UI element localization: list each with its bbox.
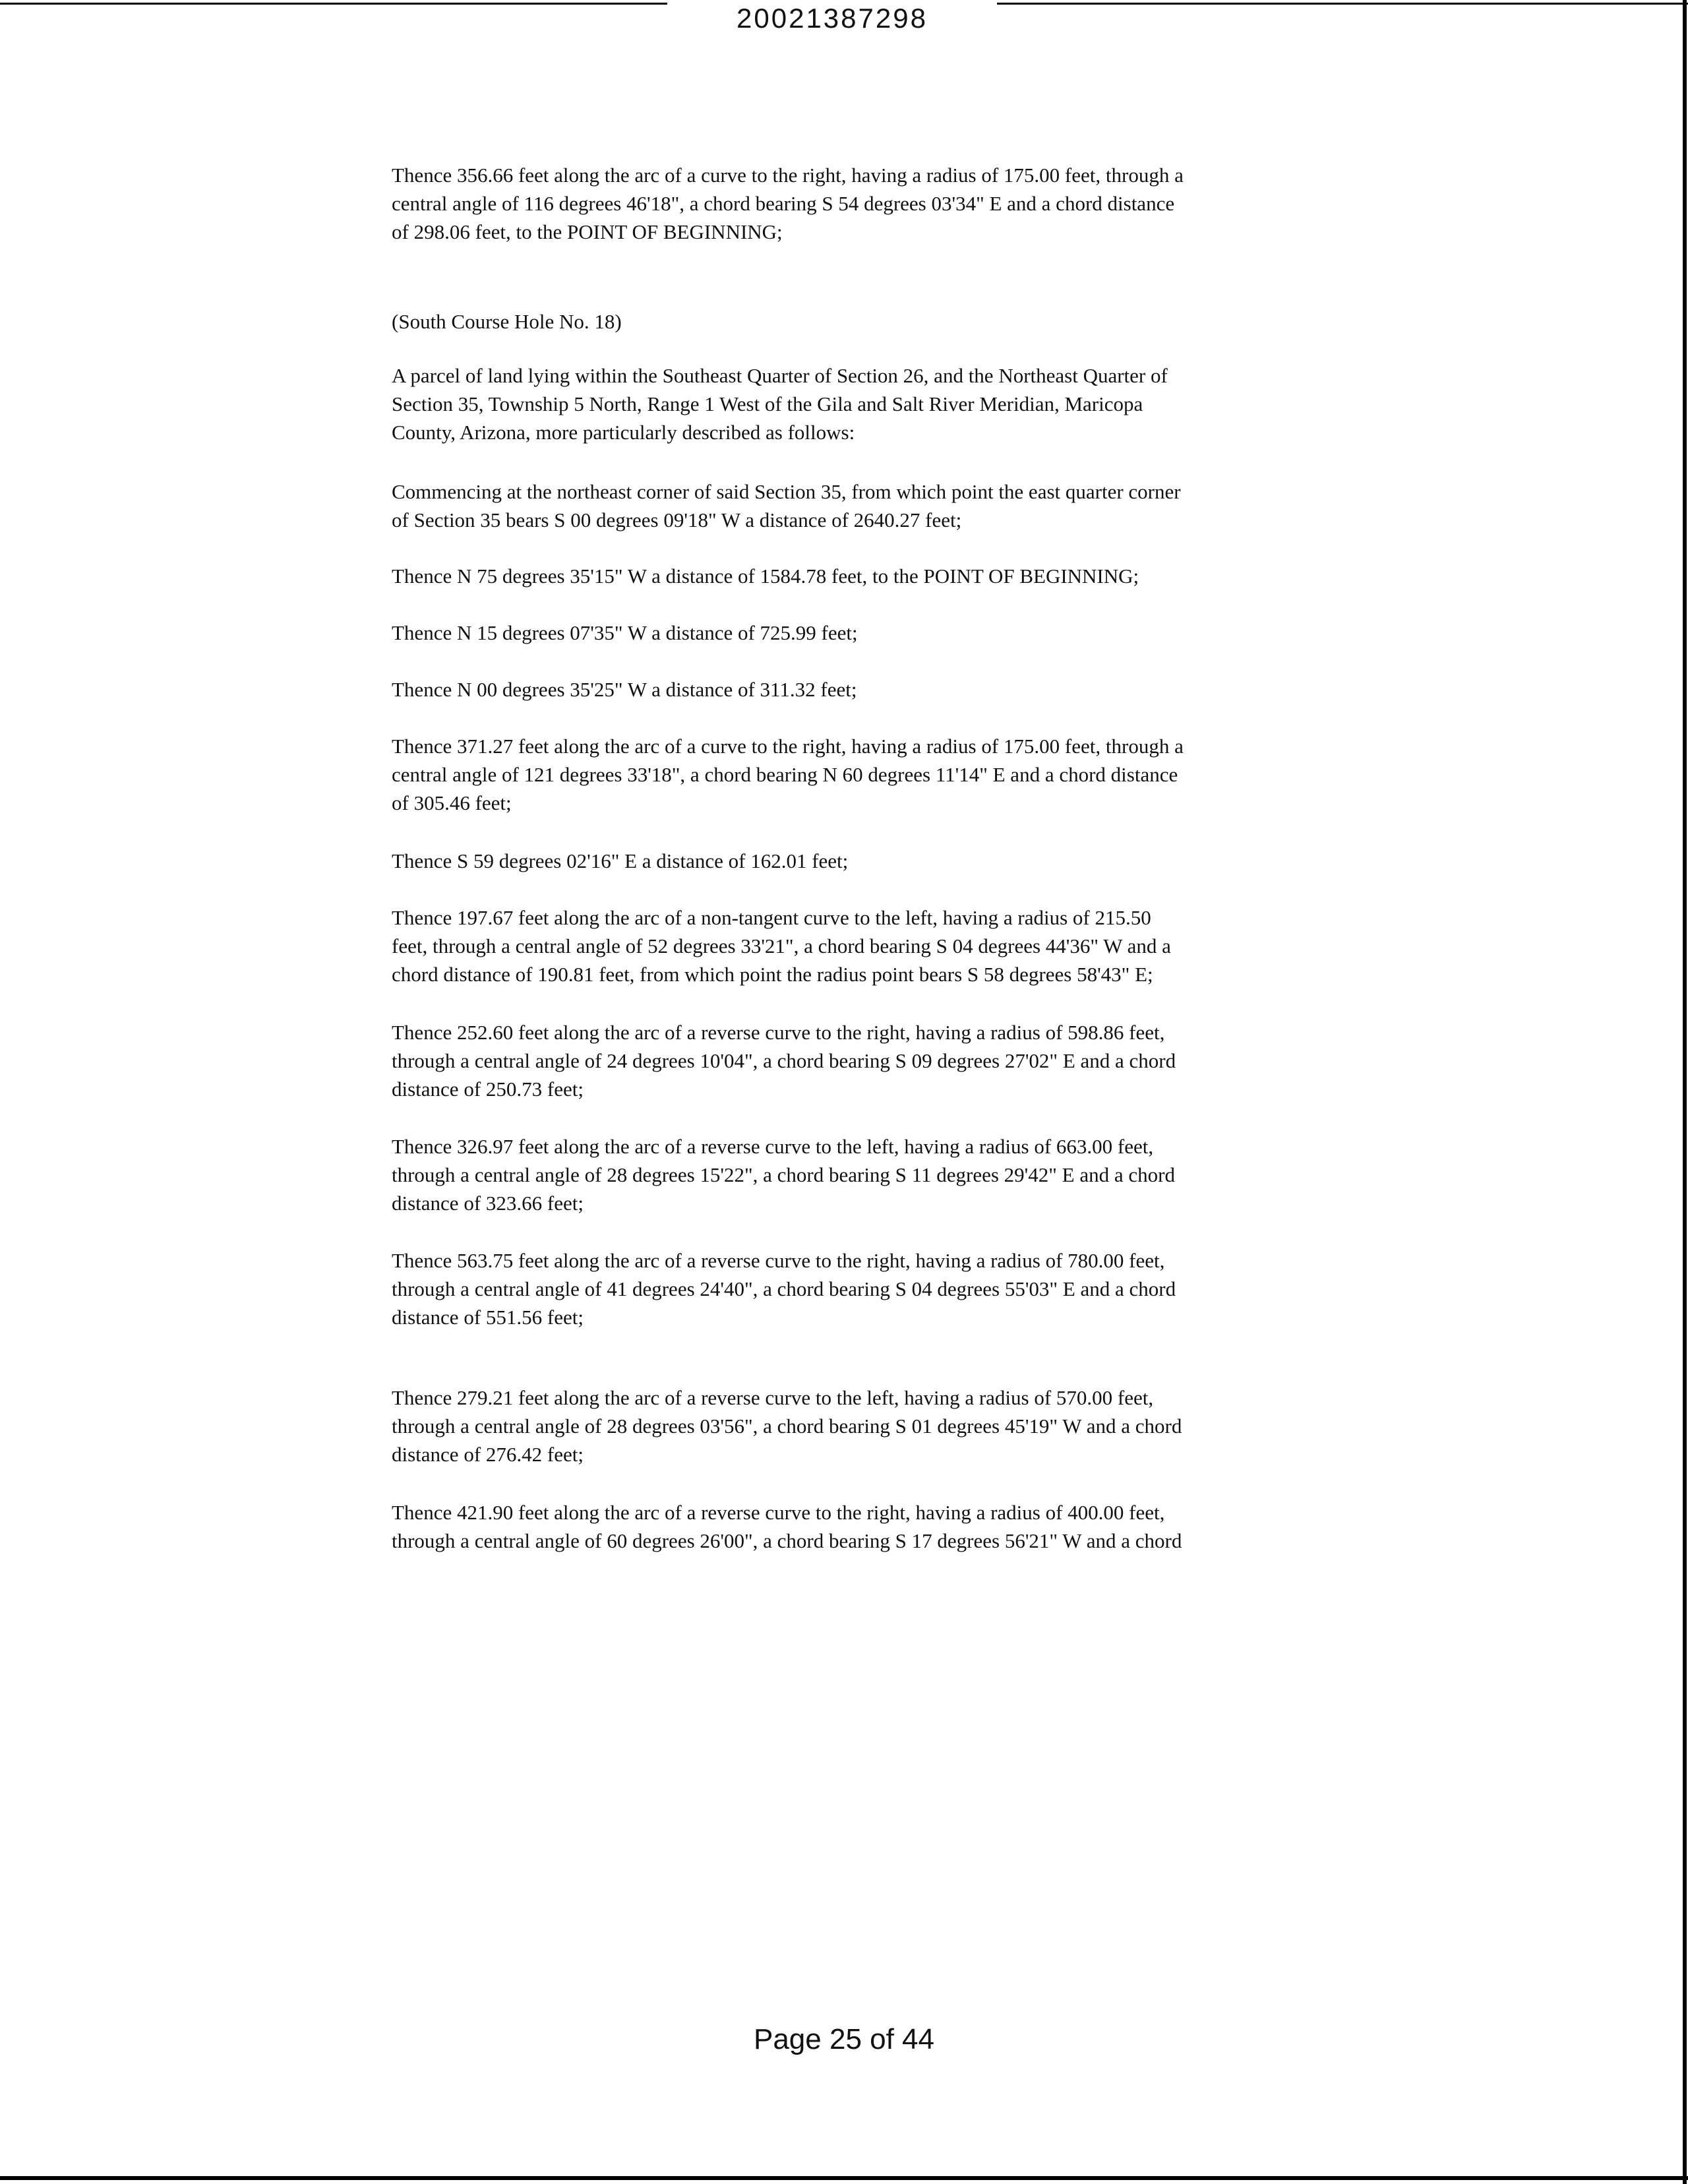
text-line: Thence 356.66 feet along the arc of a curve to the right, having a radius of 175.00 feet, through a: [392, 164, 1184, 187]
text-line: distance of 551.56 feet;: [392, 1306, 584, 1329]
text-line: Thence 252.60 feet along the arc of a reverse curve to the right, having a radius of 598.86 feet,: [392, 1021, 1165, 1044]
header-rule-left: [0, 3, 667, 5]
paragraph: [392, 1018, 1364, 1103]
text-line: Thence 371.27 feet along the arc of a curve to the right, having a radius of 175.00 feet, through a: [392, 735, 1184, 758]
text-line: chord distance of 190.81 feet, from which point the radius point bears S 58 degrees 58'43" E;: [392, 963, 1153, 986]
text-line: Thence 279.21 feet along the arc of a reverse curve to the left, having a radius of 570.00 feet,: [392, 1386, 1154, 1409]
text-line: Thence N 75 degrees 35'15" W a distance of 1584.78 feet, to the POINT OF BEGINNING;: [392, 564, 1139, 588]
text-line: central angle of 121 degrees 33'18", a chord bearing N 60 degrees 11'14" E and a chord distance: [392, 763, 1178, 786]
paragraph: [392, 1383, 1364, 1469]
text-line: central angle of 116 degrees 46'18", a chord bearing S 54 degrees 03'34" E and a chord distance: [392, 192, 1175, 215]
text-line: of 298.06 feet, to the POINT OF BEGINNING;: [392, 220, 783, 243]
text-line: distance of 323.66 feet;: [392, 1192, 584, 1215]
paragraph: [392, 903, 1364, 988]
text-line: through a central angle of 60 degrees 26'00", a chord bearing S 17 degrees 56'21" W and a chord: [392, 1529, 1182, 1552]
text-line: through a central angle of 24 degrees 10'04", a chord bearing S 09 degrees 27'02" E and a chord: [392, 1049, 1176, 1072]
text-line: through a central angle of 28 degrees 15'22", a chord bearing S 11 degrees 29'42" E and a chord: [392, 1163, 1175, 1186]
paragraph: [392, 477, 1364, 534]
text-line: distance of 250.73 feet;: [392, 1077, 584, 1101]
text-line: (South Course Hole No. 18): [392, 310, 622, 333]
paragraph: [392, 732, 1364, 817]
paragraph: [392, 361, 1364, 446]
text-line: Thence S 59 degrees 02'16" E a distance of 162.01 feet;: [392, 849, 849, 872]
page-edge-rule: [1683, 0, 1687, 2184]
paragraph: [392, 1132, 1364, 1217]
paragraph: [392, 619, 1364, 647]
text-line: Thence N 00 degrees 35'25" W a distance of 311.32 feet;: [392, 678, 857, 701]
page-number-footer: Page 25 of 44: [753, 2023, 934, 2055]
text-line: through a central angle of 41 degrees 24'40", a chord bearing S 04 degrees 55'03" E and a chord: [392, 1277, 1176, 1300]
text-line: Thence N 15 degrees 07'35" W a distance of 725.99 feet;: [392, 621, 858, 644]
text-line: feet, through a central angle of 52 degrees 33'21", a chord bearing S 04 degrees 44'36" W and a: [392, 934, 1171, 957]
text-line: Thence 197.67 feet along the arc of a non-tangent curve to the left, having a radius of 215.50: [392, 906, 1151, 929]
document-number: 20021387298: [737, 3, 928, 34]
section-heading: [392, 307, 1364, 336]
text-line: through a central angle of 28 degrees 03'56", a chord bearing S 01 degrees 45'19" W and a chord: [392, 1414, 1182, 1438]
text-line: distance of 276.42 feet;: [392, 1443, 584, 1466]
paragraph: [392, 1498, 1364, 1555]
text-line: Thence 563.75 feet along the arc of a reverse curve to the right, having a radius of 780.00 feet,: [392, 1249, 1165, 1272]
text-line: A parcel of land lying within the Southeast Quarter of Section 26, and the Northeast Quarter of: [392, 364, 1168, 387]
text-line: Thence 326.97 feet along the arc of a reverse curve to the left, having a radius of 663.00 feet,: [392, 1135, 1154, 1158]
text-line: Commencing at the northeast corner of said Section 35, from which point the east quarter corner: [392, 480, 1181, 503]
paragraph: [392, 562, 1364, 590]
text-line: Thence 421.90 feet along the arc of a reverse curve to the right, having a radius of 400.00 feet,: [392, 1501, 1165, 1524]
header-rule-right: [997, 3, 1688, 5]
paragraph: [392, 161, 1364, 246]
text-line: of Section 35 bears S 00 degrees 09'18" W a distance of 2640.27 feet;: [392, 508, 962, 531]
text-line: Section 35, Township 5 North, Range 1 West of the Gila and Salt River Meridian, Maricopa: [392, 392, 1143, 415]
paragraph: [392, 847, 1364, 875]
text-line: of 305.46 feet;: [392, 791, 512, 814]
paragraph: [392, 675, 1364, 704]
paragraph: [392, 1246, 1364, 1331]
footer-rule: [0, 2176, 1688, 2180]
text-line: County, Arizona, more particularly described as follows:: [392, 421, 855, 444]
